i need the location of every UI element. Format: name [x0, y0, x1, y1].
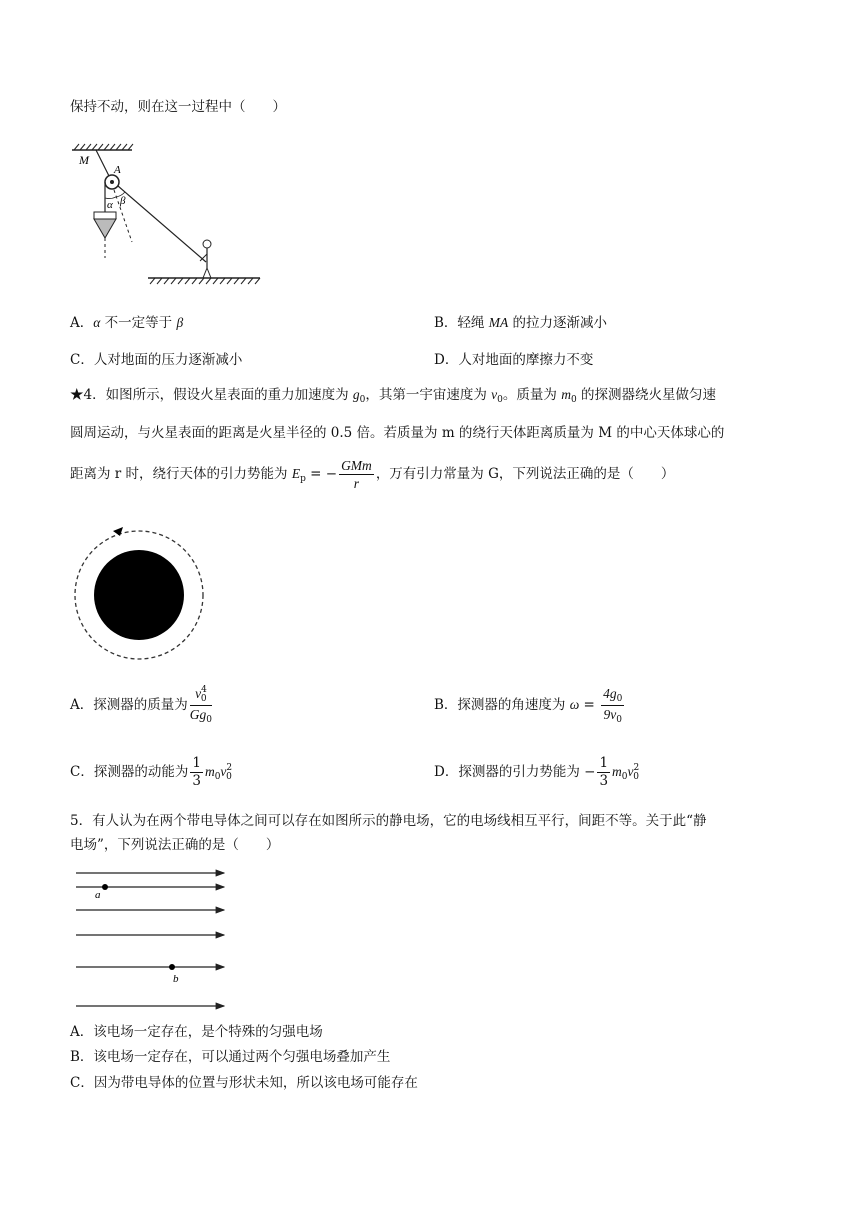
q3-stem: 保持不动，则在这一过程中（ ）	[70, 99, 286, 115]
point-b-label: b	[173, 973, 179, 985]
q5-option-a[interactable]: A．该电场一定存在，是个特殊的匀强电场	[70, 1024, 323, 1040]
q4-option-a[interactable]: A．探测器的质量为 $\frac{v^4_0}{Gg_0}$	[70, 685, 212, 725]
q3-option-a[interactable]: A．α 不一定等于 β	[70, 315, 184, 331]
label-A: A	[114, 164, 121, 176]
q3-option-d[interactable]: D．人对地面的摩擦力不变	[434, 352, 594, 368]
label-beta: β	[120, 195, 126, 207]
q4-option-b[interactable]: B．探测器的角速度为 ω = $\frac{4g_0}{9v_0}$	[434, 686, 623, 725]
q4-option-d[interactable]: D．探测器的引力势能为 − $\frac{1}{3}$ $m_0v^2_0$	[434, 755, 640, 789]
q5-stem-line1: 5．有人认为在两个带电导体之间可以存在如图所示的静电场，它的电场线相互平行，间距不等。关于此“静	[70, 813, 707, 829]
point-a-dot	[102, 884, 108, 890]
q4-stem-line1: ★4．如图所示，假设火星表面的重力加速度为 $g_0$，其第一宇宙速度为 $v_0$。质量为 $m_0$ 的探测器绕火星做匀速	[70, 387, 716, 405]
q3-option-b[interactable]: B．轻绳 MA 的拉力逐渐减小	[434, 315, 608, 331]
q5-option-c[interactable]: C．因为带电导体的位置与形状未知，所以该电场可能存在	[70, 1075, 418, 1091]
q3-option-c[interactable]: C．人对地面的压力逐渐减小	[70, 352, 243, 368]
orbit-arrow-icon	[113, 527, 123, 536]
q5-field-lines-figure	[76, 865, 236, 1015]
q5-stem-line2: 电场”，下列说法正确的是（ ）	[70, 837, 280, 853]
q4-option-c[interactable]: C．探测器的动能为 $\frac{1}{3}$ $m_0v^2_0$	[70, 755, 233, 789]
label-alpha: α	[107, 199, 113, 211]
q5-option-b[interactable]: B．该电场一定存在，可以通过两个匀强电场叠加产生	[70, 1049, 391, 1065]
point-a-label: a	[95, 889, 101, 901]
q4-stem-line3: 距离为 r 时，绕行天体的引力势能为 $E_p$ = − $\frac{\text{GMm}}{r}$ ，万有引力常量为 G，下列说法正确的是（ ）	[70, 458, 675, 491]
q4-stem-line2: 圆周运动，与火星表面的距离是火星半径的 0.5 倍。若质量为 m 的绕行天体距离质量为 M 的中心天体球心的	[70, 425, 725, 441]
q3-pulley-figure	[70, 140, 270, 290]
label-M: M	[79, 153, 89, 167]
potential-energy-fraction: $\frac{\text{GMm}}{r}$	[341, 458, 372, 491]
q4-orbit-figure	[70, 525, 210, 665]
planet-disc	[94, 550, 184, 640]
point-b-dot	[169, 964, 175, 970]
